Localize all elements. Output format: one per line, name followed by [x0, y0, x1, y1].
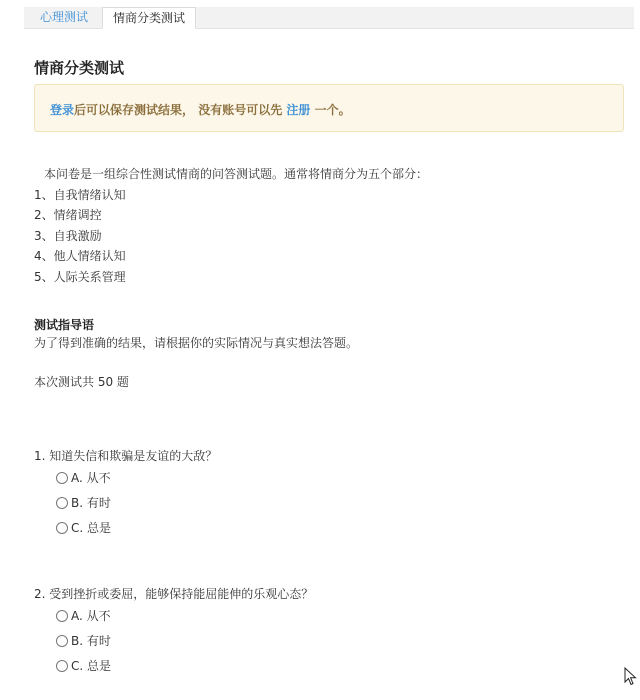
radio-icon[interactable] [56, 635, 68, 647]
intro-item: 5、人际关系管理 [34, 269, 126, 284]
notice-text-part2: 一个。 [310, 103, 351, 117]
option-c[interactable] [34, 654, 313, 679]
guide-text: 为了得到准确的结果，请根据你的实际情况与真实想法答题。 [34, 336, 359, 350]
page-title: 情商分类测试 [34, 59, 125, 77]
option-label: C. 总是 [71, 659, 112, 673]
option-b[interactable] [34, 629, 313, 654]
radio-icon[interactable] [56, 522, 68, 534]
question-2 [34, 584, 313, 679]
option-label: A. 从不 [71, 609, 111, 623]
intro-item: 3、自我激励 [34, 228, 102, 243]
option-b[interactable] [34, 491, 217, 516]
login-notice [34, 84, 624, 132]
option-c[interactable] [34, 516, 217, 541]
intro-item: 4、他人情绪认知 [34, 249, 126, 264]
question-count: 本次测试共 50 题 [34, 375, 129, 389]
radio-icon[interactable] [56, 472, 68, 484]
tab-psych-tests[interactable]: 心理测试 [40, 10, 89, 24]
intro-item: 2、情绪调控 [34, 208, 102, 223]
option-label: A. 从不 [71, 471, 111, 485]
question-title: 1. 知道失信和欺骗是友谊的大敌？ [34, 449, 218, 463]
question-1 [34, 446, 217, 541]
guide-title: 测试指导语 [34, 318, 95, 332]
intro-item: 1、自我情绪认知 [34, 187, 126, 202]
register-link[interactable]: 注册 [286, 103, 311, 117]
option-label: C. 总是 [71, 521, 112, 535]
option-label: B. 有时 [71, 496, 111, 510]
login-link[interactable]: 登录 [50, 103, 75, 117]
notice-text-part1: 后可以保存测试结果， 没有账号可以先 [74, 103, 287, 117]
intro-lead: 本问卷是一组综合性测试情商的问答测试题。通常将情商分为五个部分： [44, 167, 429, 181]
radio-icon[interactable] [56, 660, 68, 672]
tab-bar [24, 7, 634, 29]
intro [34, 164, 428, 288]
tab-eq-classification[interactable]: 情商分类测试 [102, 7, 196, 29]
option-label: B. 有时 [71, 634, 111, 648]
question-title: 2. 受到挫折或委屈，能够保持能屈能伸的乐观心态？ [34, 587, 314, 601]
mouse-cursor-icon [624, 667, 638, 687]
notice-text [50, 101, 351, 118]
radio-icon[interactable] [56, 497, 68, 509]
radio-icon[interactable] [56, 610, 68, 622]
option-a[interactable] [34, 604, 313, 629]
option-a[interactable] [34, 466, 217, 491]
